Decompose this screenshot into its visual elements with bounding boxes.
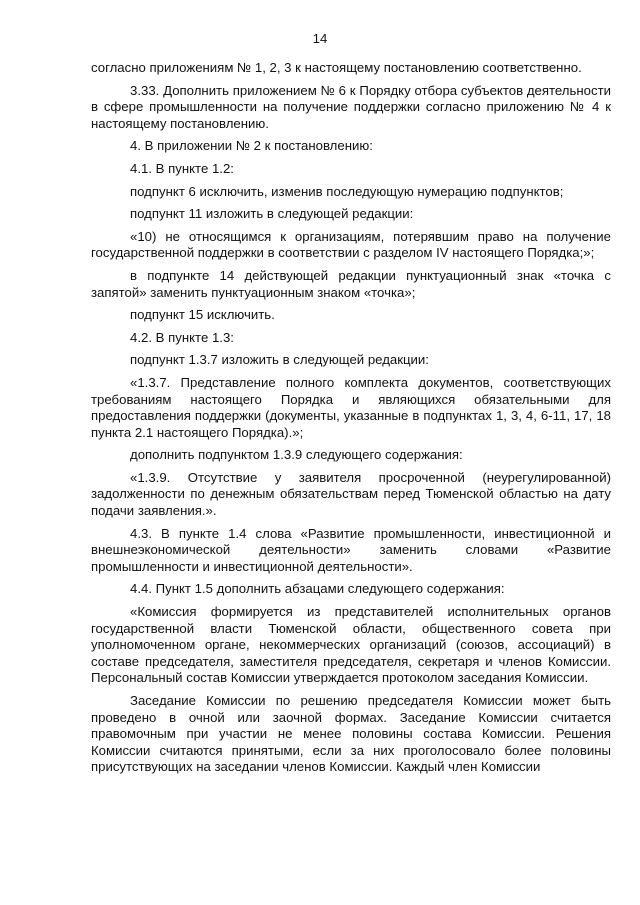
paragraph: подпункт 6 исключить, изменив последующую нумерацию подпунктов; (130, 183, 564, 199)
paragraph: «1.3.7. Представление полного комплекта документов, соответствующих требованиям настоящего Порядка и являющихся обязательными для предоставления поддержки (документы, указанные в подпунктах 1, 3, 4, 6-11, 17, 18 пункта 2.1 настоящего Порядка).»; (91, 374, 611, 440)
page-number: 14 (312, 31, 328, 46)
paragraph: 4. В приложении № 2 к постановлению: (130, 138, 373, 154)
paragraph: «1.3.9. Отсутствие у заявителя просроченной (неурегулированной) задолженности по денежным обязательствам перед Тюменской областью на дату подачи заявления.». (91, 469, 611, 519)
paragraph: согласно приложениям № 1, 2, 3 к настоящему постановлению соответственно. (91, 60, 582, 75)
paragraph: 4.4. Пункт 1.5 дополнить абзацами следующего содержания: (130, 581, 505, 597)
paragraph: 4.3. В пункте 1.4 слова «Развитие промышленности, инвестиционной и внешнеэкономической деятельности» заменить словами «Развитие промышленности и инвестиционной деятельности». (91, 525, 611, 574)
paragraph: 3.33. Дополнить приложением № 6 к Порядку отбора субъектов деятельности в сфере промышленности на получение поддержки согласно приложению № 4 к настоящему постановлению. (91, 82, 611, 131)
paragraph: подпункт 1.3.7 изложить в следующей редакции: (130, 352, 429, 368)
paragraph: «10) не относящимся к организациям, потерявшим право на получение государственной поддержки в соответствии с разделом IV настоящего Порядка;»; (91, 228, 611, 261)
paragraph: подпункт 15 исключить. (130, 307, 275, 323)
paragraph: «Комиссия формируется из представителей исполнительных органов государственной власти Тюменской области, общественного совета при уполномоченном органе, некоммерческих организаций (союзов, ассоциаций) в составе председателя, заместителя председателя, секретаря и членов Комиссии. Персональный состав Комиссии утверждается протоколом заседания Комиссии. (91, 604, 611, 686)
paragraph: Заседание Комиссии по решению председателя Комиссии может быть проведено в очной или заочной формах. Заседание Комиссии считается правомочным при участии не менее половины состава Комиссии. Решения Комиссии считаются принятыми, если за них проголосовало более половины присутствующих на заседании членов Комиссии. Каждый член Комиссии (91, 693, 611, 775)
paragraph: 4.1. В пункте 1.2: (130, 160, 234, 176)
document-body (91, 60, 611, 782)
paragraph: 4.2. В пункте 1.3: (130, 329, 234, 345)
paragraph: дополнить подпунктом 1.3.9 следующего содержания: (130, 447, 463, 463)
paragraph: подпункт 11 изложить в следующей редакции: (130, 206, 414, 222)
paragraph: в подпункте 14 действующей редакции пунктуационный знак «точка с запятой» заменить пунктуационным знаком «точка»; (91, 267, 611, 300)
